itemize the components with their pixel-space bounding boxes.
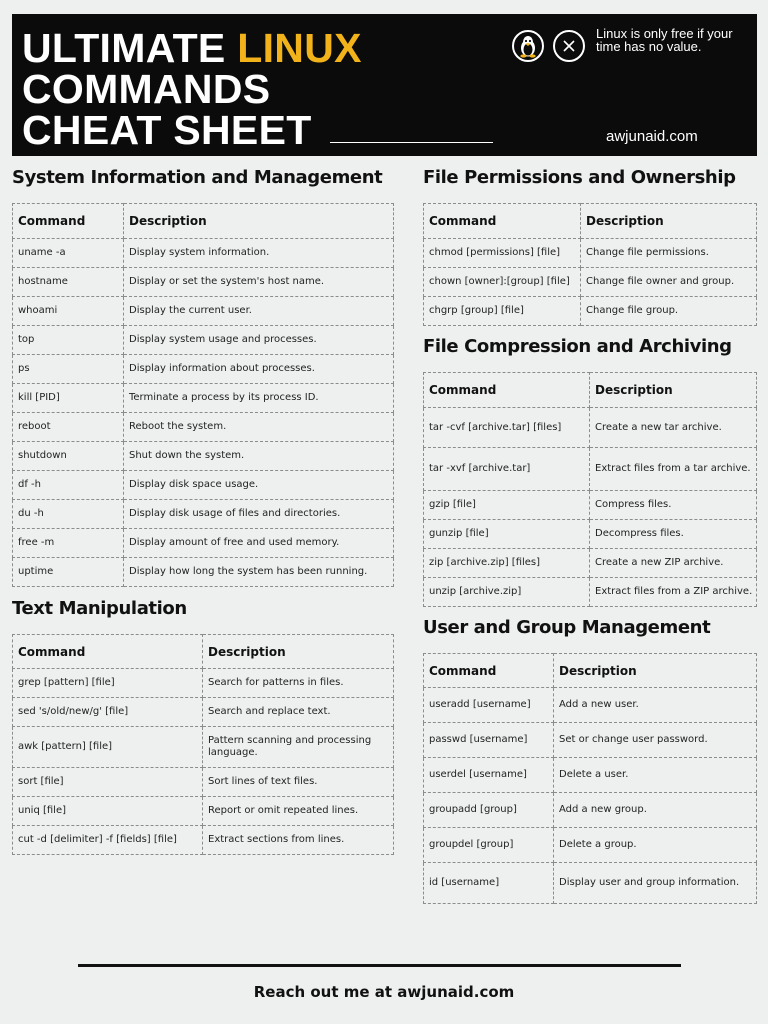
table-row <box>424 549 757 578</box>
description-cell: Change file group. <box>581 297 757 326</box>
footer-divider <box>78 964 681 967</box>
description-cell: Set or change user password. <box>554 723 757 758</box>
command-cell: whoami <box>13 297 124 326</box>
section-title-users: User and Group Management <box>423 617 711 638</box>
table-row <box>13 797 394 826</box>
column-header-command: Command <box>13 635 203 669</box>
title-word-linux: LINUX <box>237 25 362 71</box>
command-cell: grep [pattern] [file] <box>13 669 203 698</box>
description-cell: Display user and group information. <box>554 863 757 904</box>
table-row <box>424 723 757 758</box>
header-website: awjunaid.com <box>606 128 698 145</box>
command-cell: sed 's/old/new/g' [file] <box>13 698 203 727</box>
description-cell: Display system usage and processes. <box>124 326 394 355</box>
table-header-row <box>424 204 757 239</box>
page-title <box>22 25 362 153</box>
command-cell: free -m <box>13 529 124 558</box>
description-cell: Create a new tar archive. <box>590 408 757 448</box>
table-header-row <box>13 635 394 669</box>
command-cell: groupadd [group] <box>424 793 554 828</box>
description-cell: Change file owner and group. <box>581 268 757 297</box>
description-cell: Report or omit repeated lines. <box>203 797 394 826</box>
command-cell: zip [archive.zip] [files] <box>424 549 590 578</box>
table-row <box>424 491 757 520</box>
command-cell: shutdown <box>13 442 124 471</box>
compression-table <box>423 372 757 607</box>
system-table <box>12 203 394 587</box>
command-cell: sort [file] <box>13 768 203 797</box>
table-row <box>13 471 394 500</box>
description-cell: Display information about processes. <box>124 355 394 384</box>
column-header-description: Description <box>581 204 757 239</box>
command-cell: du -h <box>13 500 124 529</box>
table-row <box>13 355 394 384</box>
column-header-command: Command <box>424 204 581 239</box>
table-row <box>424 793 757 828</box>
table-row <box>13 384 394 413</box>
column-header-description: Description <box>590 373 757 408</box>
command-cell: uptime <box>13 558 124 587</box>
section-title-permissions: File Permissions and Ownership <box>423 167 736 188</box>
command-cell: cut -d [delimiter] -f [fields] [file] <box>13 826 203 855</box>
command-cell: uname -a <box>13 239 124 268</box>
table-header-row <box>424 373 757 408</box>
column-header-description: Description <box>124 204 394 239</box>
table-row <box>424 758 757 793</box>
footer-contact: Reach out me at awjunaid.com <box>253 983 515 1001</box>
table-row <box>13 268 394 297</box>
command-cell: useradd [username] <box>424 688 554 723</box>
users-table <box>423 653 757 904</box>
description-cell: Compress files. <box>590 491 757 520</box>
table-row <box>424 578 757 607</box>
description-cell: Extract files from a ZIP archive. <box>590 578 757 607</box>
table-row <box>424 268 757 297</box>
column-header-command: Command <box>424 654 554 688</box>
command-cell: gunzip [file] <box>424 520 590 549</box>
description-cell: Delete a group. <box>554 828 757 863</box>
command-cell: chown [owner]:[group] [file] <box>424 268 581 297</box>
table-row <box>13 768 394 797</box>
table-row <box>424 239 757 268</box>
table-row <box>13 698 394 727</box>
table-row <box>424 520 757 549</box>
description-cell: Display or set the system's host name. <box>124 268 394 297</box>
table-row <box>13 239 394 268</box>
description-cell: Pattern scanning and processing language. <box>203 727 394 768</box>
title-line-commands: COMMANDS <box>22 66 271 112</box>
title-word-ultimate: ULTIMATE <box>22 25 238 71</box>
command-cell: hostname <box>13 268 124 297</box>
command-cell: reboot <box>13 413 124 442</box>
table-row <box>13 500 394 529</box>
description-cell: Add a new group. <box>554 793 757 828</box>
description-cell: Display the current user. <box>124 297 394 326</box>
command-cell: chmod [permissions] [file] <box>424 239 581 268</box>
command-cell: ps <box>13 355 124 384</box>
section-title-text: Text Manipulation <box>12 598 187 619</box>
column-header-command: Command <box>424 373 590 408</box>
description-cell: Decompress files. <box>590 520 757 549</box>
description-cell: Terminate a process by its process ID. <box>124 384 394 413</box>
table-row <box>424 297 757 326</box>
description-cell: Display disk usage of files and directories. <box>124 500 394 529</box>
table-row <box>13 297 394 326</box>
description-cell: Display amount of free and used memory. <box>124 529 394 558</box>
command-cell: groupdel [group] <box>424 828 554 863</box>
description-cell: Extract sections from lines. <box>203 826 394 855</box>
command-cell: kill [PID] <box>13 384 124 413</box>
tagline: Linux is only free if your time has no value. <box>596 26 733 54</box>
command-cell: tar -xvf [archive.tar] <box>424 448 590 491</box>
tux-icon <box>512 30 544 62</box>
command-cell: unzip [archive.zip] <box>424 578 590 607</box>
section-title-compression: File Compression and Archiving <box>423 336 732 357</box>
title-underline <box>330 142 493 143</box>
column-header-description: Description <box>203 635 394 669</box>
command-cell: gzip [file] <box>424 491 590 520</box>
command-cell: df -h <box>13 471 124 500</box>
description-cell: Search for patterns in files. <box>203 669 394 698</box>
description-cell: Sort lines of text files. <box>203 768 394 797</box>
command-cell: id [username] <box>424 863 554 904</box>
command-cell: tar -cvf [archive.tar] [files] <box>424 408 590 448</box>
command-cell: top <box>13 326 124 355</box>
table-header-row <box>424 654 757 688</box>
command-cell: chgrp [group] [file] <box>424 297 581 326</box>
permissions-table <box>423 203 757 326</box>
table-row <box>13 826 394 855</box>
description-cell: Add a new user. <box>554 688 757 723</box>
close-icon <box>553 30 585 62</box>
command-cell: uniq [file] <box>13 797 203 826</box>
section-title-system: System Information and Management <box>12 167 383 188</box>
command-cell: awk [pattern] [file] <box>13 727 203 768</box>
table-row <box>424 448 757 491</box>
description-cell: Reboot the system. <box>124 413 394 442</box>
table-row <box>13 442 394 471</box>
column-header-command: Command <box>13 204 124 239</box>
description-cell: Display system information. <box>124 239 394 268</box>
description-cell: Delete a user. <box>554 758 757 793</box>
table-header-row <box>13 204 394 239</box>
table-row <box>424 688 757 723</box>
column-header-description: Description <box>554 654 757 688</box>
description-cell: Extract files from a tar archive. <box>590 448 757 491</box>
description-cell: Change file permissions. <box>581 239 757 268</box>
table-row <box>424 863 757 904</box>
description-cell: Display disk space usage. <box>124 471 394 500</box>
description-cell: Create a new ZIP archive. <box>590 549 757 578</box>
table-row <box>13 669 394 698</box>
title-line-cheat-sheet: CHEAT SHEET <box>22 107 312 153</box>
description-cell: Display how long the system has been running. <box>124 558 394 587</box>
text-table <box>12 634 394 855</box>
command-cell: userdel [username] <box>424 758 554 793</box>
command-cell: passwd [username] <box>424 723 554 758</box>
table-row <box>424 408 757 448</box>
table-row <box>424 828 757 863</box>
description-cell: Shut down the system. <box>124 442 394 471</box>
table-row <box>13 326 394 355</box>
table-row <box>13 413 394 442</box>
table-row <box>13 727 394 768</box>
header-banner <box>12 14 757 156</box>
table-row <box>13 529 394 558</box>
table-row <box>13 558 394 587</box>
description-cell: Search and replace text. <box>203 698 394 727</box>
